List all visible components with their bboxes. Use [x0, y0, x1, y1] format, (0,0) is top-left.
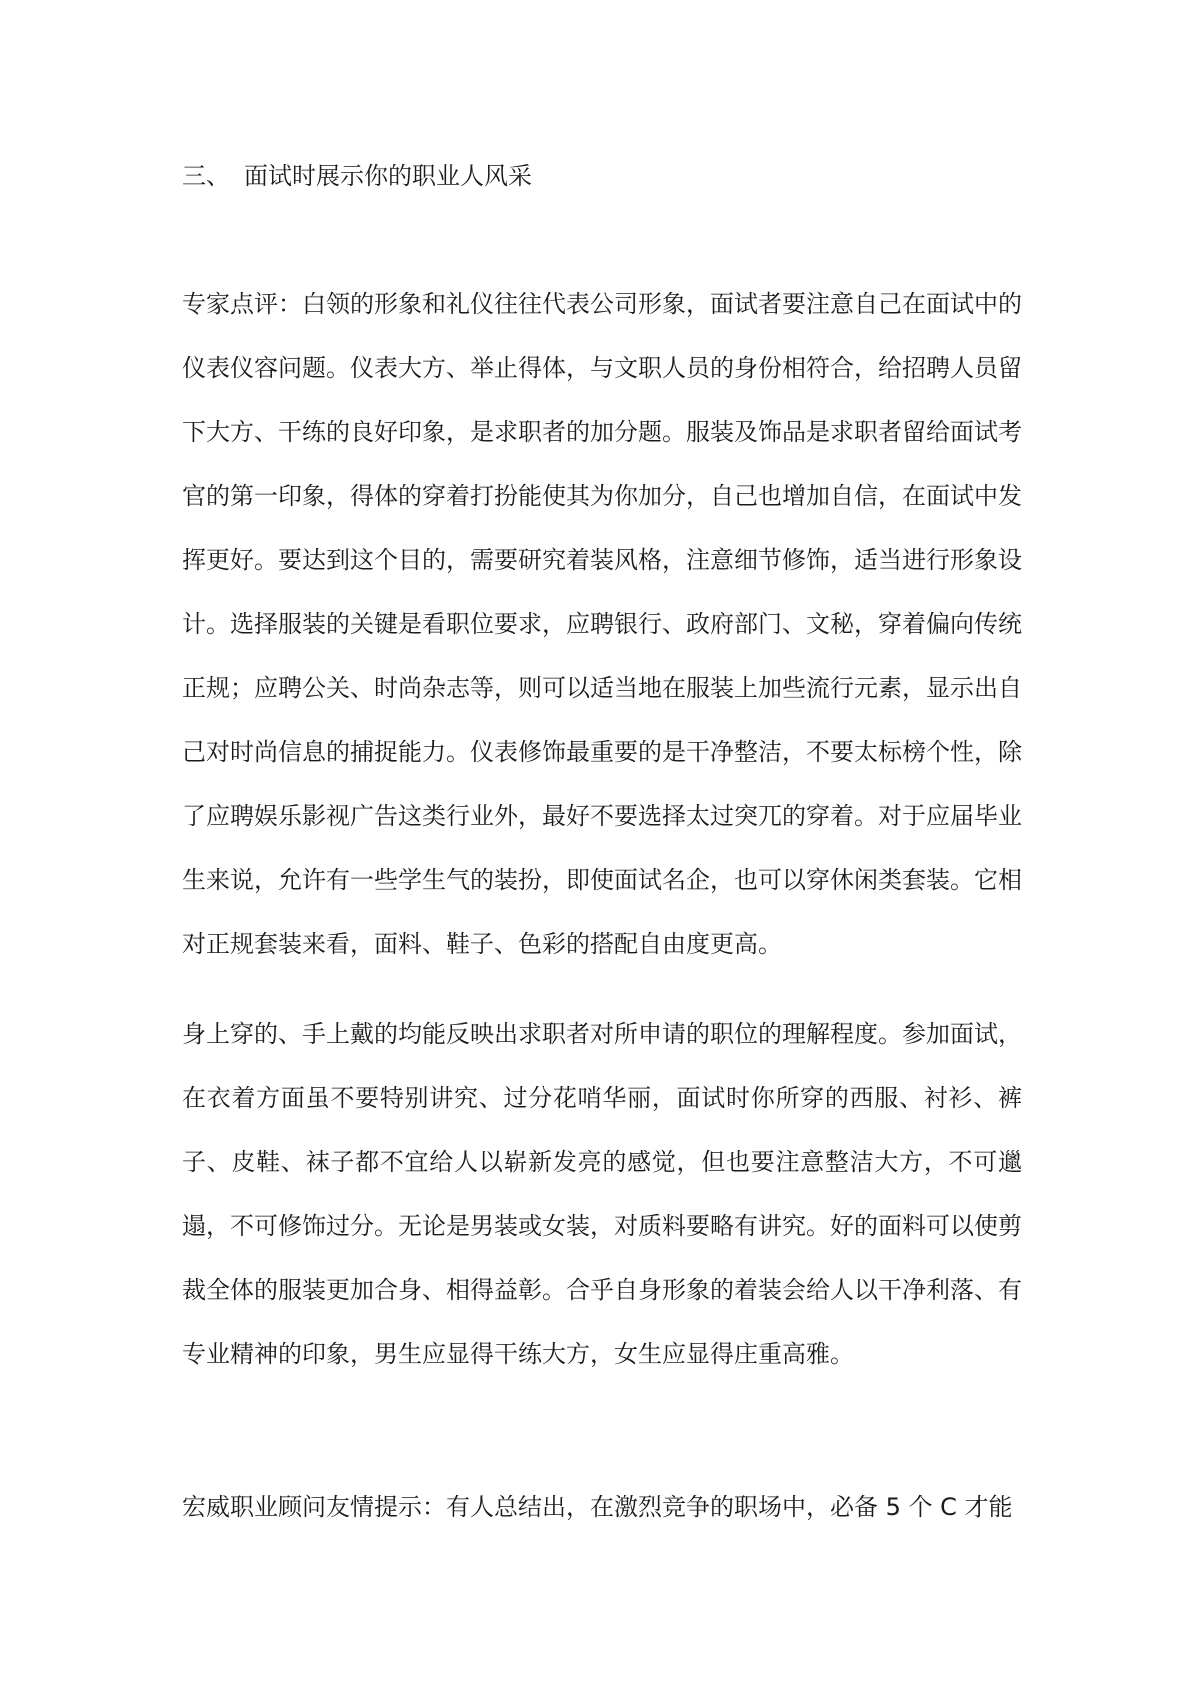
section-title: 面试时展示你的职业人风采 [244, 162, 532, 190]
paragraph-attire: 身上穿的、手上戴的均能反映出求职者对所申请的职位的理解程度。参加面试，在衣着方面虽不要特别讲究、过分花哨华丽，面试时你所穿的西服、衬衫、裤子、皮鞋、袜子都不宜给人以崭新发亮的感觉，但也要注意整洁大方，不可邋遢，不可修饰过分。无论是男装或女装，对质料要略有讲究。好的面料可以使剪裁全体的服装更加合身、相得益彰。合乎自身形象的着装会给人以干净利落、有专业精神的印象，男生应显得干练大方，女生应显得庄重高雅。 [182, 1020, 1022, 1368]
paragraph-expert-comment: 专家点评：白领的形象和礼仪往往代表公司形象，面试者要注意自己在面试中的仪表仪容问题。仪表大方、举止得体，与文职人员的身份相符合，给招聘人员留下大方、干练的良好印象，是求职者的加分题。服装及饰品是求职者留给面试考官的第一印象，得体的穿着打扮能使其为你加分，自己也增加自信，在面试中发挥更好。要达到这个目的，需要研究着装风格，注意细节修饰，适当进行形象设计。选择服装的关键是看职位要求，应聘银行、政府部门、文秘，穿着偏向传统正规；应聘公关、时尚杂志等，则可以适当地在服装上加些流行元素，显示出自己对时尚信息的捕捉能力。仪表修饰最重要的是干净整洁，不要太标榜个性，除了应聘娱乐影视广告这类行业外，最好不要选择太过突兀的穿着。对于应届毕业生来说，允许有一些学生气的装扮，即使面试名企，也可以穿休闲类套装。它相对正规套装来看，面料、鞋子、色彩的搭配自由度更高。 [182, 290, 1022, 958]
section-number: 三、 [182, 162, 230, 190]
paragraph-tip: 宏威职业顾问友情提示：有人总结出，在激烈竞争的职场中，必备 5 个 C 才能 [182, 1493, 1013, 1521]
section-heading [182, 160, 532, 192]
